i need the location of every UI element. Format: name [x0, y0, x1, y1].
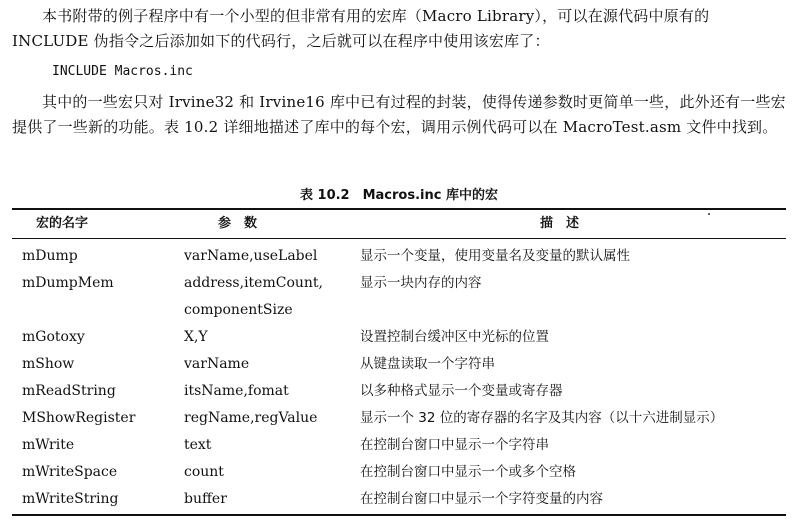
macro-name-cell: mWriteString [22, 491, 119, 507]
macro-params-cell: address,itemCount, [184, 275, 323, 291]
table-row [0, 459, 798, 486]
table-row [0, 351, 798, 378]
macro-name-cell: mDump [22, 248, 78, 264]
table-row [0, 297, 798, 324]
table-row [0, 405, 798, 432]
intro-paragraph: 本书附带的例子程序中有一个小型的但非常有用的宏库（Macro Library），可以在源代码中原有的 INCLUDE 伪指令之后添加如下的代码行，之后就可以在程序中使用该宏库了： [12, 7, 710, 50]
macro-name-cell: mGotoxy [22, 329, 85, 345]
table-top-rule [12, 208, 786, 210]
table-row [0, 270, 798, 297]
table-caption: 表 10.2 Macros.inc 库中的宏 [300, 188, 498, 203]
macro-name-cell: mReadString [22, 383, 116, 399]
table-header-rule [12, 238, 786, 239]
macro-desc-cell: 从键盘读取一个字符串 [360, 356, 495, 372]
macro-desc-cell: 在控制台窗口中显示一个字符串 [360, 437, 549, 453]
header-parameters: 参 数 [218, 216, 258, 231]
table-row [0, 432, 798, 459]
description-paragraph: 其中的一些宏只对 Irvine32 和 Irvine16 库中已有过程的封装，使得传递参数时更简单一些，此外还有一些宏提供了一些新的功能。表 10.2 详细地描述了库中的每个宏，调用示例代码可以在 MacroTest.asm 文件中找到。 [12, 93, 786, 136]
table-bottom-rule [12, 514, 786, 516]
macro-name-cell [0, 297, 184, 324]
macro-params-cell: varName,useLabel [184, 248, 318, 264]
macro-params-cell: itsName,fomat [184, 383, 289, 399]
macro-params-cell: X,Y [184, 329, 208, 345]
macro-params-cell: buffer [184, 491, 227, 507]
table-row [0, 378, 798, 405]
table-row [0, 486, 798, 513]
code-snippet: INCLUDE Macros.inc [52, 64, 193, 79]
table-row [0, 324, 798, 351]
macro-name-cell: mShow [22, 356, 75, 372]
macro-desc-cell: 显示一个变量，使用变量名及变量的默认属性 [360, 248, 630, 264]
macro-name-cell: mWriteSpace [22, 464, 118, 480]
table-row [0, 243, 798, 270]
macro-desc-cell: 以多种格式显示一个变量或寄存器 [360, 383, 563, 399]
macro-params-cell: varName [184, 356, 250, 372]
macro-params-cell: text [184, 437, 212, 453]
macro-params-cell: componentSize [184, 302, 293, 318]
macro-desc-cell: 显示一块内存的内容 [360, 275, 482, 291]
macro-desc-cell: 设置控制台缓冲区中光标的位置 [360, 329, 549, 345]
macro-desc-cell: 在控制台窗口中显示一个字符变量的内容 [360, 491, 603, 507]
macro-name-cell: mDumpMem [22, 275, 114, 291]
macro-desc-cell [360, 297, 798, 324]
header-description: 描 述 [540, 216, 580, 231]
header-macro-name: 宏的名字 [36, 216, 89, 231]
macro-desc-cell: 显示一个 32 位的寄存器的名字及其内容（以十六进制显示） [360, 410, 724, 426]
macro-table-body [0, 243, 798, 513]
macro-params-cell: count [184, 464, 224, 480]
macro-name-cell: MShowRegister [22, 410, 136, 426]
macro-name-cell: mWrite [22, 437, 75, 453]
macro-params-cell: regName,regValue [184, 410, 318, 426]
macro-desc-cell: 在控制台窗口中显示一个或多个空格 [360, 464, 576, 480]
stray-dot [708, 213, 710, 215]
